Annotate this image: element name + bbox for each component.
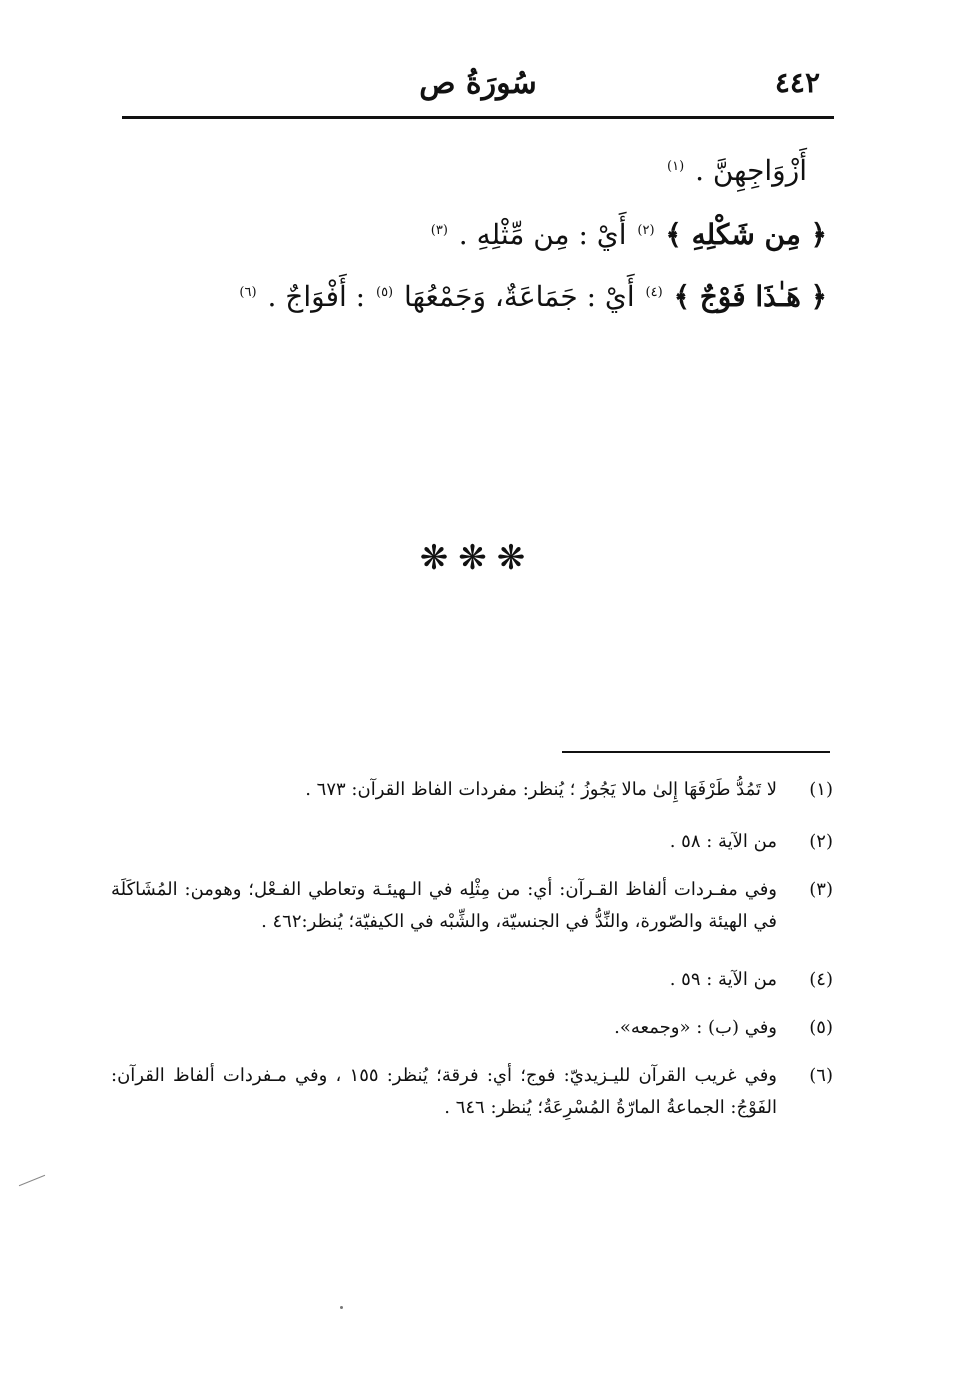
footnote-ref: (٢) (637, 222, 655, 238)
footnote-item (111, 774, 833, 806)
footnote-item (111, 826, 833, 858)
quran-quote: ﴿ مِن شَكْلِهِ ﴾ (665, 218, 827, 251)
footnote-number: (٦) (809, 1065, 833, 1086)
footnote-item (111, 1012, 833, 1044)
footnote-rule (562, 751, 830, 753)
footnote-ref: (٣) (430, 222, 448, 238)
footnote-number: (٥) (809, 1017, 833, 1038)
footnote-text: وفي مفـردات ألفاظ القـرآن: أي: من مِثْلِه في الـهيئـة وتعاطي الفـعْل؛ وهومن: المُشَاكَلَة في الهيئة والصّورة، والنِّدُّ في الجنسيّة، والشِّبْه في الكيفيّة؛ يُنظر:٤٦٢ . (111, 879, 777, 932)
line-text: أَزْوَاجِهِنَّ . (695, 154, 807, 187)
main-line-1 (665, 154, 807, 187)
footnote-text: من الآية : ٥٩ . (669, 969, 777, 990)
footnote-number: (٤) (809, 969, 833, 990)
footnote-ref: (٦) (239, 284, 257, 300)
footnote-ref: (٤) (645, 284, 663, 300)
scan-artifact-mark (19, 1175, 45, 1186)
footnote-text: لا تَمُدُّ طَرْفَهَا إِلىٰ مالا يَجُوزُ ؛ يُنظر: مفردات الفاظ القرآن: ٦٧٣ . (305, 779, 777, 800)
section-divider: ❋❋❋ (419, 538, 536, 578)
quran-quote: ﴿ هَـٰذَا فَوْجٌ ﴾ (673, 280, 827, 313)
line-text: أَيْ : جَمَاعَةٌ، وَجَمْعُهَا (404, 280, 635, 313)
page-number: ٤٤٢ (774, 66, 820, 99)
line-text: : أَفْوَاجٌ . (267, 280, 366, 313)
footnote-number: (١) (809, 779, 833, 800)
footnote-item (111, 874, 833, 938)
footnote-number: (٢) (809, 831, 833, 852)
footnote-item (111, 1060, 833, 1124)
footnote-item (111, 964, 833, 996)
footnote-ref: (٥) (375, 284, 394, 300)
line-text: أَيْ : مِن مِّثْلِهِ . (458, 218, 627, 251)
footnote-ref: (١) (667, 158, 685, 174)
page-header (122, 62, 834, 112)
header-rule (122, 116, 834, 119)
footnote-text: من الآية : ٥٨ . (669, 831, 777, 852)
main-line-2 (429, 218, 827, 251)
footnote-text: وفي غريب القرآن لليـزيديّ: فوج؛ أي: فرقة؛ يُنظر: ١٥٥ ، وفي مـفردات ألفاظ القرآن: الفَوْجُ: الجماعةُ المارّةُ المُسْرِعَةُ؛ يُنظر: ٦٤٦ . (111, 1065, 777, 1118)
surah-title: سُورَةُ ص (419, 66, 537, 101)
main-line-3 (237, 280, 827, 313)
footnote-number: (٣) (809, 879, 833, 900)
scan-artifact-dot (340, 1306, 343, 1309)
footnote-text: وفي (ب) : «وجمعه». (614, 1017, 777, 1038)
